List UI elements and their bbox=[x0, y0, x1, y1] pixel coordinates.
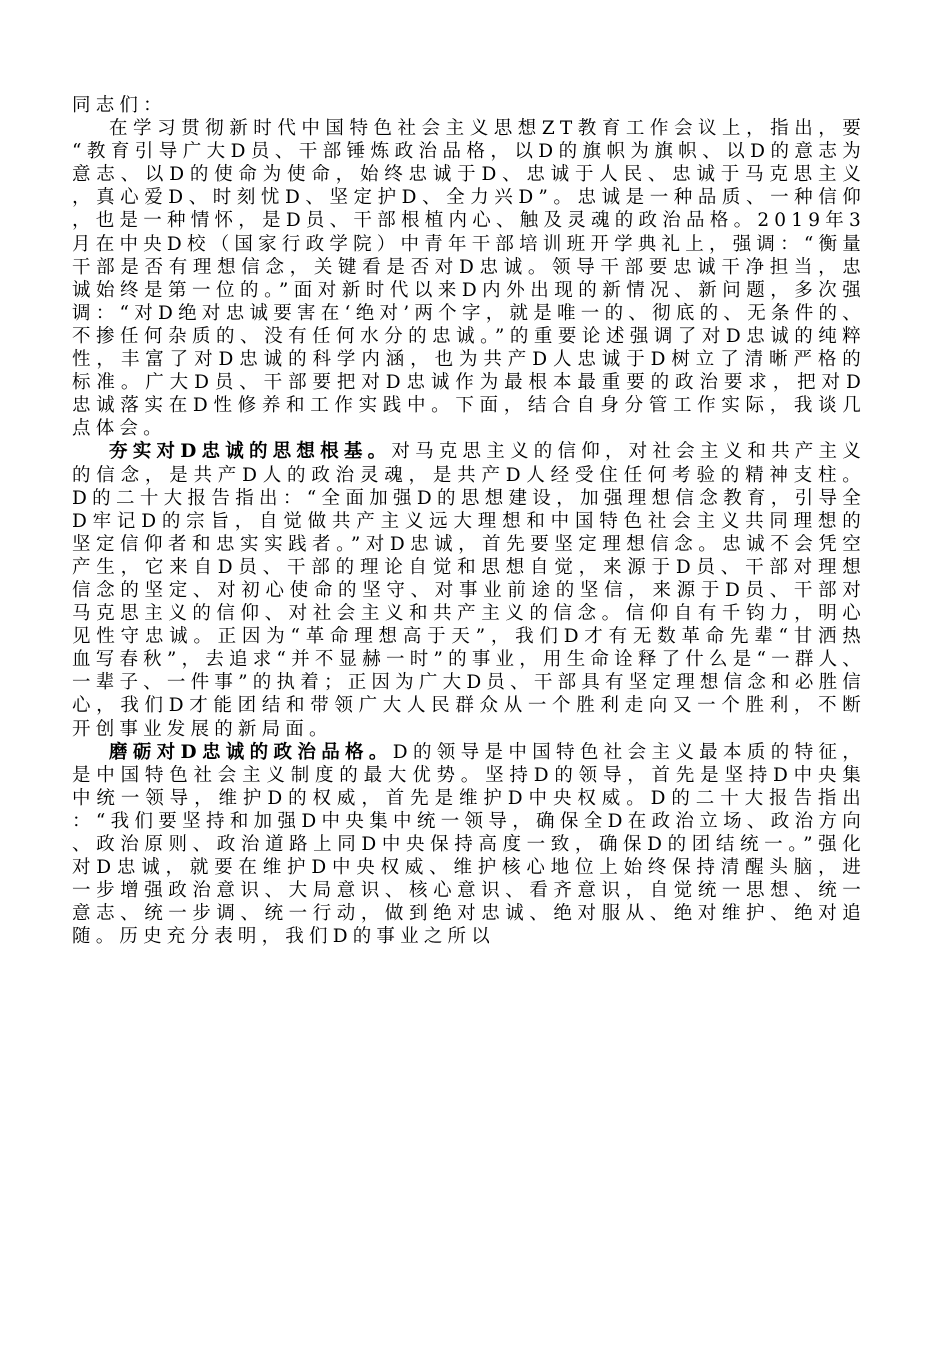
paragraph-text: 对马克思主义的信仰，对社会主义和共产主义的信念，是共产D人的政治灵魂，是共产D人经受住任何考验的精神支柱。D的二十大报告指出：“全面加强D的思想建设，加强理想信念教育，引导全D牢记D的宗旨，自觉做共产主义远大理想和中国特色社会主义共同理想的坚定信仰者和忠实实践者。”对D忠诚，首先要坚定理想信念。忠诚不会凭空产生，它来自D员、干部的理论自觉和思想自觉，来源于D员、干部对理想信念的坚定、对初心使命的坚守、对事业前途的坚信，来源于D员、干部对马克思主义的信仰、对社会主义和共产主义的信念。信仰自有千钧力，明心见性守忠诚。正因为“革命理想高于天”，我们D才有无数革命先辈“甘洒热血写春秋”，去追求“并不显赫一时”的事业，用生命诠释了什么是“一群人、一辈子、一件事”的执着；正因为广大D员、干部具有坚定理想信念和必胜信心，我们D才能团结和带领广大人民群众从一个胜利走向又一个胜利，不断开创事业发展的新局面。 bbox=[72, 441, 866, 740]
salutation: 同志们： bbox=[72, 95, 167, 116]
section-heading: 夯实对D忠诚的思想根基。 bbox=[109, 441, 392, 463]
document-body bbox=[72, 94, 866, 948]
section-paragraph-ideology bbox=[72, 440, 866, 740]
section-heading: 磨砺对D忠诚的政治品格。 bbox=[109, 741, 393, 763]
intro-paragraph bbox=[72, 117, 866, 440]
section-paragraph-political bbox=[72, 741, 866, 949]
paragraph-text: D的领导是中国特色社会主义最本质的特征，是中国特色社会主义制度的最大优势。坚持D的领导，首先是坚持D中央集中统一领导，维护D的权威，首先是维护D中央权威。D的二十大报告指出：“我们要坚持和加强D中央集中统一领导，确保全D在政治立场、政治方向、政治原则、政治道路上同D中央保持高度一致，确保D的团结统一。”强化对D忠诚，就要在维护D中央权威、维护核心地位上始终保持清醒头脑，进一步增强政治意识、大局意识、核心意识、看齐意识，自觉统一思想、统一意志、统一步调、统一行动，做到绝对忠诚、绝对服从、绝对维护、绝对追随。历史充分表明，我们D的事业之所以 bbox=[72, 741, 866, 948]
paragraph-text: 在学习贯彻新时代中国特色社会主义思想ZT教育工作会议上，指出，要“教育引导广大D员、干部锤炼政治品格，以D的旗帜为旗帜、以D的意志为意志、以D的使命为使命，始终忠诚于D、忠诚于人民、忠诚于马克思主义，真心爱D、时刻忧D、坚定护D、全力兴D”。忠诚是一种品质、一种信仰，也是一种情怀，是D员、干部根植内心、触及灵魂的政治品格。2019年3月在中央D校（国家行政学院）中青年干部培训班开学典礼上，强调：“衡量干部是否有理想信念，关键看是否对D忠诚。领导干部要忠诚干净担当，忠诚始终是第一位的。”面对新时代以来D内外出现的新情况、新问题，多次强调：“对D绝对忠诚要害在‘绝对’两个字，就是唯一的、彻底的、无条件的、不掺任何杂质的、没有任何水分的忠诚。”的重要论述强调了对D忠诚的纯粹性，丰富了对D忠诚的科学内涵，也为共产D人忠诚于D树立了清晰严格的标准。广大D员、干部要把对D忠诚作为最根本最重要的政治要求，把对D忠诚落实在D性修养和工作实践中。下面，结合自身分管工作实际，我谈几点体会。 bbox=[72, 118, 866, 440]
